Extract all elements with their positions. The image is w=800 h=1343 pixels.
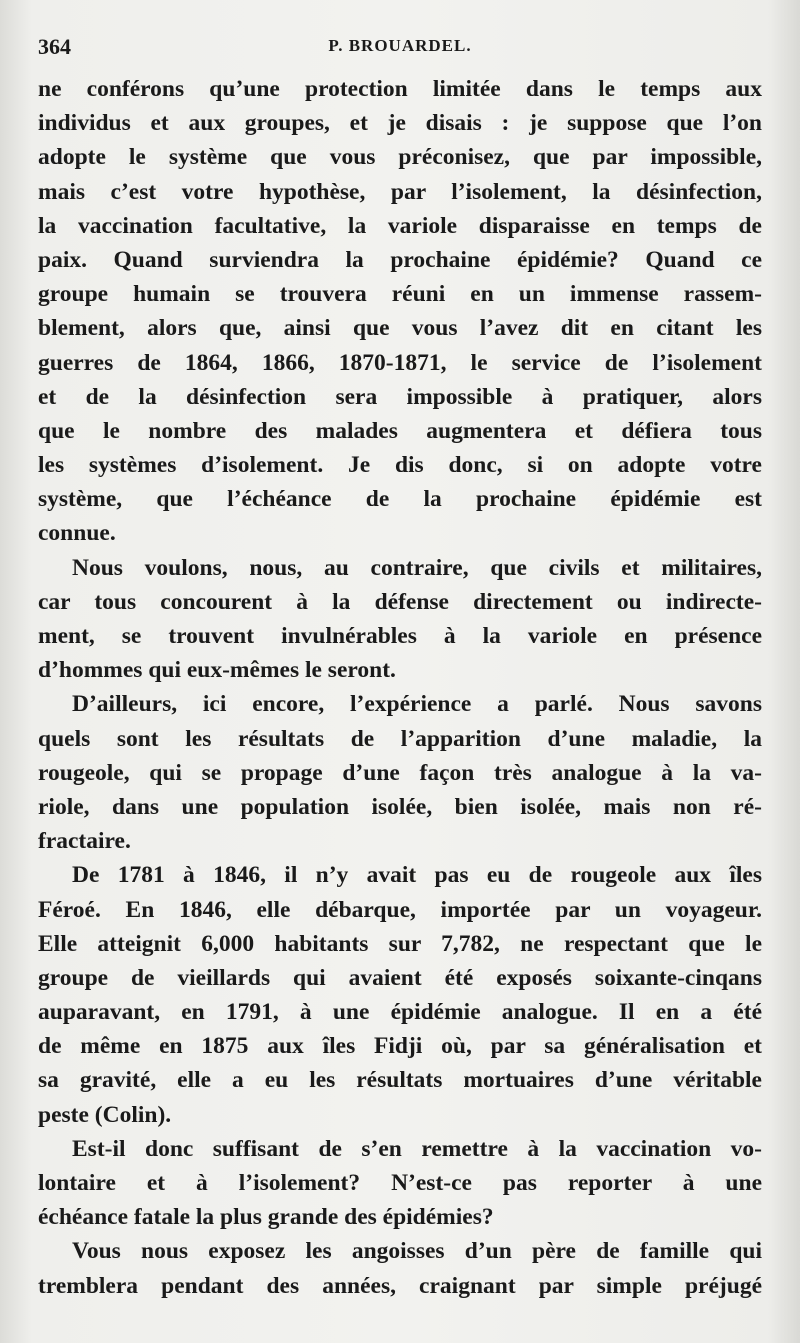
text-line: groupe de vieillards qui avaient été exposés soixante-cinqans: [38, 964, 762, 991]
text-line: De 1781 à 1846, il n’y avait pas eu de rougeole aux îles: [72, 862, 762, 889]
text-line: système, que l’échéance de la prochaine épidémie est: [38, 486, 762, 513]
page-header: [38, 34, 762, 60]
text-line: et de la désinfection sera impossible à pratiquer, alors: [38, 383, 762, 410]
text-line: Féroé. En 1846, elle débarque, importée par un voyageur.: [38, 896, 762, 923]
text-line: peste (Colin).: [38, 1101, 172, 1128]
text-line: D’ailleurs, ici encore, l’expérience a parlé. Nous savons: [72, 691, 762, 718]
text-line: tremblera pendant des années, craignant par simple préjugé: [38, 1272, 762, 1299]
body-text: [38, 72, 762, 1303]
text-line: blement, alors que, ainsi que vous l’avez dit en citant les: [38, 315, 762, 342]
text-line: paix. Quand surviendra la prochaine épidémie? Quand ce: [38, 246, 762, 273]
text-line: les systèmes d’isolement. Je dis donc, si on adopte votre: [38, 452, 762, 479]
text-line: que le nombre des malades augmentera et défiera tous: [38, 417, 762, 444]
text-line: Vous nous exposez les angoisses d’un père de famille qui: [72, 1238, 762, 1265]
text-line: mais c’est votre hypothèse, par l’isolement, la désinfection,: [38, 178, 762, 205]
text-line: riole, dans une population isolée, bien isolée, mais non ré-: [38, 793, 762, 820]
text-line: guerres de 1864, 1866, 1870-1871, le service de l’isolement: [38, 349, 762, 376]
text-line: échéance fatale la plus grande des épidémies?: [38, 1204, 494, 1231]
text-line: auparavant, en 1791, à une épidémie analogue. Il en a été: [38, 999, 762, 1026]
running-head: P. BROUARDEL.: [328, 36, 472, 55]
text-line: quels sont les résultats de l’apparition d’une maladie, la: [38, 725, 762, 752]
text-line: de même en 1875 aux îles Fidji où, par sa généralisation et: [38, 1033, 762, 1060]
text-line: la vaccination facultative, la variole disparaisse en temps de: [38, 212, 762, 239]
page-number: 364: [38, 34, 71, 59]
text-line: Elle atteignit 6,000 habitants sur 7,782, ne respectant que le: [38, 930, 762, 957]
text-line: Est-il donc suffisant de s’en remettre à la vaccination vo-: [72, 1135, 762, 1162]
text-line: fractaire.: [38, 828, 131, 855]
text-line: rougeole, qui se propage d’une façon très analogue à la va-: [38, 759, 762, 786]
text-line: car tous concourent à la défense directement ou indirecte-: [38, 588, 762, 615]
text-line: d’hommes qui eux-mêmes le seront.: [38, 657, 396, 684]
text-line: sa gravité, elle a eu les résultats mortuaires d’une véritable: [38, 1067, 762, 1094]
text-line: ment, se trouvent invulnérables à la variole en présence: [38, 623, 762, 649]
text-line: connue.: [38, 520, 116, 547]
text-line: groupe humain se trouvera réuni en un immense rassem-: [38, 281, 762, 308]
text-line: adopte le système que vous préconisez, que par impossible,: [38, 144, 762, 171]
text-line: Nous voulons, nous, au contraire, que civils et militaires,: [72, 554, 762, 581]
text-line: individus et aux groupes, et je disais : je suppose que l’on: [38, 110, 762, 137]
text-line: lontaire et à l’isolement? N’est-ce pas reporter à une: [38, 1170, 762, 1196]
text-line: ne conférons qu’une protection limitée dans le temps aux: [38, 76, 762, 102]
